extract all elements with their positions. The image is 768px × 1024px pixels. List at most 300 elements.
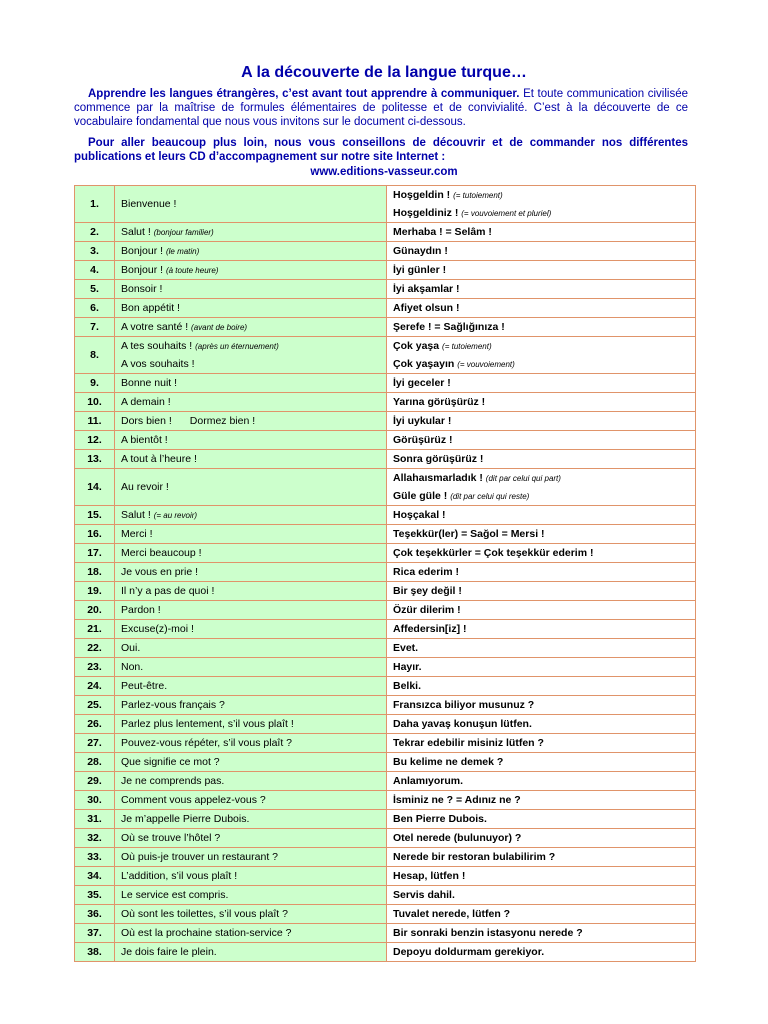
row-number: 2. [75, 223, 115, 242]
turkish-text: Servis dahil. [393, 889, 455, 901]
turkish-note: (= tutoiement) [442, 342, 492, 351]
row-number: 31. [75, 810, 115, 829]
turkish-line [393, 186, 689, 204]
french-phrase [115, 393, 387, 412]
french-text-alt: Dormez bien ! [189, 415, 256, 427]
table-row [75, 620, 696, 639]
turkish-phrase [387, 431, 696, 450]
turkish-line [393, 393, 689, 411]
table-row [75, 848, 696, 867]
turkish-text: Nerede bir restoran bulabilirim ? [393, 851, 556, 863]
turkish-text: Görüşürüz ! [393, 434, 453, 446]
turkish-line [393, 525, 689, 543]
turkish-note: (= tutoiement) [453, 191, 503, 200]
french-text: Salut ! [121, 226, 151, 238]
french-phrase [115, 563, 387, 582]
turkish-text: Hoşçakal ! [393, 509, 446, 521]
row-number: 24. [75, 677, 115, 696]
row-number: 35. [75, 886, 115, 905]
row-number: 12. [75, 431, 115, 450]
french-line [121, 715, 380, 733]
french-line [121, 886, 380, 904]
turkish-line [393, 506, 689, 524]
french-phrase [115, 280, 387, 299]
turkish-text: Sonra görüşürüz ! [393, 453, 484, 465]
turkish-phrase [387, 318, 696, 337]
turkish-phrase [387, 412, 696, 431]
turkish-text: Ben Pierre Dubois. [393, 813, 487, 825]
turkish-phrase [387, 280, 696, 299]
french-phrase [115, 639, 387, 658]
turkish-line [393, 242, 689, 260]
turkish-text: Hoşgeldiniz ! [393, 207, 459, 219]
french-text: Dors bien ! [121, 415, 172, 427]
french-line [121, 506, 380, 524]
row-number: 7. [75, 318, 115, 337]
website-link[interactable]: www.editions-vasseur.com [310, 166, 458, 178]
turkish-phrase [387, 810, 696, 829]
intro-lead: Apprendre les langues étrangères, c’est avant tout apprendre à communiquer. [88, 88, 520, 100]
table-row [75, 431, 696, 450]
french-line [121, 431, 380, 449]
turkish-note: (dit par celui qui reste) [450, 492, 530, 501]
french-text: Excuse(z)-moi ! [121, 623, 194, 635]
french-line [121, 450, 380, 468]
row-number: 1. [75, 186, 115, 223]
french-line [121, 620, 380, 638]
intro-paragraph [74, 87, 688, 129]
table-row [75, 393, 696, 412]
french-line [121, 280, 380, 298]
french-phrase [115, 886, 387, 905]
turkish-text: Afiyet olsun ! [393, 302, 460, 314]
turkish-text: Çok teşekkürler = Çok teşekkür ederim ! [393, 547, 594, 559]
turkish-line [393, 848, 689, 866]
french-note: (avant de boire) [191, 323, 248, 332]
french-text: Pouvez-vous répéter, s’il vous plaît ? [121, 737, 293, 749]
french-line [121, 261, 380, 279]
turkish-phrase [387, 677, 696, 696]
row-number: 11. [75, 412, 115, 431]
french-note: (à toute heure) [165, 266, 219, 275]
turkish-note: (= vouvoiement et pluriel) [461, 209, 552, 218]
table-row [75, 696, 696, 715]
row-number: 13. [75, 450, 115, 469]
french-text: Je ne comprends pas. [121, 775, 225, 787]
french-text: Non. [121, 661, 144, 673]
turkish-line [393, 772, 689, 790]
french-line [121, 337, 380, 355]
turkish-phrase [387, 374, 696, 393]
turkish-line [393, 696, 689, 714]
french-phrase [115, 223, 387, 242]
french-line [121, 355, 380, 373]
french-phrase [115, 412, 387, 431]
row-number: 14. [75, 469, 115, 506]
turkish-note: (dit par celui qui part) [485, 474, 561, 483]
french-text: Il n’y a pas de quoi ! [121, 585, 215, 597]
turkish-text: Hayır. [393, 661, 422, 673]
french-line [121, 374, 380, 392]
turkish-phrase [387, 658, 696, 677]
table-row [75, 299, 696, 318]
turkish-line [393, 374, 689, 392]
french-text: Je m’appelle Pierre Dubois. [121, 813, 250, 825]
french-line [121, 677, 380, 695]
turkish-text: Hesap, lütfen ! [393, 870, 466, 882]
french-phrase [115, 261, 387, 280]
french-text: Merci ! [121, 528, 153, 540]
french-line [121, 734, 380, 752]
row-number: 23. [75, 658, 115, 677]
turkish-text: Yarına görüşürüz ! [393, 396, 486, 408]
row-number: 3. [75, 242, 115, 261]
turkish-phrase [387, 924, 696, 943]
french-text: Le service est compris. [121, 889, 229, 901]
table-row [75, 867, 696, 886]
row-number: 19. [75, 582, 115, 601]
french-phrase [115, 525, 387, 544]
turkish-text: Bir sonraki benzin istasyonu nerede ? [393, 927, 583, 939]
table-row [75, 186, 696, 223]
table-row [75, 337, 696, 374]
table-row [75, 318, 696, 337]
table-row [75, 601, 696, 620]
french-text: Parlez plus lentement, s’il vous plaît ! [121, 718, 294, 730]
french-line [121, 696, 380, 714]
french-text: Parlez-vous français ? [121, 699, 225, 711]
french-phrase [115, 677, 387, 696]
turkish-line [393, 261, 689, 279]
turkish-phrase [387, 582, 696, 601]
french-phrase [115, 337, 387, 374]
table-row [75, 924, 696, 943]
french-line [121, 829, 380, 847]
row-number: 28. [75, 753, 115, 772]
french-phrase [115, 905, 387, 924]
french-text: Où est la prochaine station-service ? [121, 927, 292, 939]
french-text: Oui. [121, 642, 141, 654]
row-number: 17. [75, 544, 115, 563]
french-line [121, 582, 380, 600]
turkish-note: (= vouvoiement) [457, 360, 515, 369]
french-line [121, 393, 380, 411]
turkish-line [393, 658, 689, 676]
french-line [121, 905, 380, 923]
turkish-phrase [387, 753, 696, 772]
french-phrase [115, 696, 387, 715]
turkish-phrase [387, 223, 696, 242]
turkish-phrase [387, 829, 696, 848]
turkish-phrase [387, 715, 696, 734]
french-line [121, 563, 380, 581]
turkish-line [393, 886, 689, 904]
turkish-line [393, 431, 689, 449]
french-text: Où se trouve l’hôtel ? [121, 832, 221, 844]
french-phrase [115, 867, 387, 886]
french-text: Peut-être. [121, 680, 168, 692]
turkish-text: Bu kelime ne demek ? [393, 756, 504, 768]
turkish-phrase [387, 186, 696, 223]
turkish-line [393, 677, 689, 695]
french-line [121, 639, 380, 657]
turkish-text: Güle güle ! [393, 490, 448, 502]
french-text: Où puis-je trouver un restaurant ? [121, 851, 278, 863]
turkish-line [393, 469, 689, 487]
turkish-line [393, 905, 689, 923]
turkish-phrase [387, 525, 696, 544]
turkish-text: Çok yaşayın [393, 358, 455, 370]
french-phrase [115, 582, 387, 601]
row-number: 15. [75, 506, 115, 525]
table-row [75, 450, 696, 469]
french-line [121, 772, 380, 790]
french-line [121, 810, 380, 828]
table-row [75, 772, 696, 791]
turkish-phrase [387, 772, 696, 791]
french-text: Bienvenue ! [121, 198, 177, 210]
turkish-text: İyi akşamlar ! [393, 283, 460, 295]
turkish-line [393, 355, 689, 373]
turkish-phrase [387, 242, 696, 261]
french-phrase [115, 299, 387, 318]
turkish-text: Günaydın ! [393, 245, 448, 257]
turkish-text: Şerefe ! = Sağlığınıza ! [393, 321, 505, 333]
turkish-phrase [387, 450, 696, 469]
french-line [121, 195, 380, 213]
french-text: Je dois faire le plein. [121, 946, 217, 958]
turkish-phrase [387, 544, 696, 563]
turkish-phrase [387, 337, 696, 374]
phrase-table [74, 185, 696, 962]
table-row [75, 715, 696, 734]
french-text: Bon appétit ! [121, 302, 180, 314]
french-line [121, 658, 380, 676]
french-phrase [115, 943, 387, 962]
table-row [75, 658, 696, 677]
french-phrase [115, 431, 387, 450]
row-number: 22. [75, 639, 115, 658]
turkish-line [393, 450, 689, 468]
french-text: Où sont les toilettes, s’il vous plaît ? [121, 908, 288, 920]
turkish-text: Hoşgeldin ! [393, 189, 451, 201]
row-number: 34. [75, 867, 115, 886]
table-row [75, 525, 696, 544]
table-row [75, 791, 696, 810]
turkish-phrase [387, 943, 696, 962]
french-text: Au revoir ! [121, 481, 169, 493]
row-number: 27. [75, 734, 115, 753]
table-row [75, 374, 696, 393]
turkish-text: İsminiz ne ? = Adınız ne ? [393, 794, 521, 806]
table-row [75, 280, 696, 299]
turkish-line [393, 639, 689, 657]
french-text: A votre santé ! [121, 321, 189, 333]
row-number: 37. [75, 924, 115, 943]
table-row [75, 810, 696, 829]
french-line [121, 544, 380, 562]
table-row [75, 223, 696, 242]
french-phrase [115, 469, 387, 506]
french-text: Bonjour ! [121, 245, 164, 257]
french-line [121, 867, 380, 885]
table-row [75, 469, 696, 506]
turkish-phrase [387, 639, 696, 658]
french-text: L’addition, s’il vous plaît ! [121, 870, 238, 882]
table-row [75, 639, 696, 658]
turkish-line [393, 582, 689, 600]
intro2-text: Pour aller beaucoup plus loin, nous vous conseillons de découvrir et de commander nos différentes publications et leurs CD d’accompagnement sur notre site Internet : [74, 137, 688, 163]
turkish-text: Evet. [393, 642, 419, 654]
turkish-text: Özür dilerim ! [393, 604, 461, 616]
table-row [75, 943, 696, 962]
turkish-text: Bir şey değil ! [393, 585, 462, 597]
row-number: 10. [75, 393, 115, 412]
french-text: Pardon ! [121, 604, 161, 616]
table-row [75, 829, 696, 848]
table-row [75, 734, 696, 753]
turkish-text: Belki. [393, 680, 422, 692]
turkish-line [393, 204, 689, 222]
french-note: (après un éternuement) [195, 342, 279, 351]
page-title: A la découverte de la langue turque… [241, 64, 527, 81]
turkish-text: Daha yavaş konuşun lütfen. [393, 718, 532, 730]
turkish-line [393, 734, 689, 752]
turkish-line [393, 318, 689, 336]
french-phrase [115, 450, 387, 469]
turkish-phrase [387, 734, 696, 753]
french-line [121, 943, 380, 961]
french-note: (le matin) [165, 247, 200, 256]
french-line [121, 791, 380, 809]
turkish-line [393, 810, 689, 828]
turkish-text: Depoyu doldurmam gerekiyor. [393, 946, 545, 958]
french-line [121, 848, 380, 866]
row-number: 18. [75, 563, 115, 582]
table-row [75, 582, 696, 601]
turkish-line [393, 487, 689, 505]
table-row [75, 261, 696, 280]
french-line [121, 223, 380, 241]
turkish-line [393, 943, 689, 961]
french-line [121, 601, 380, 619]
turkish-line [393, 867, 689, 885]
turkish-text: Merhaba ! = Selâm ! [393, 226, 492, 238]
french-text: A tes souhaits ! [121, 340, 193, 352]
french-phrase [115, 924, 387, 943]
french-phrase [115, 620, 387, 639]
french-phrase [115, 810, 387, 829]
turkish-phrase [387, 848, 696, 867]
turkish-phrase [387, 469, 696, 506]
french-note: (= au revoir) [153, 511, 198, 520]
row-number: 9. [75, 374, 115, 393]
turkish-line [393, 753, 689, 771]
turkish-text: Otel nerede (bulunuyor) ? [393, 832, 522, 844]
french-line [121, 753, 380, 771]
french-text: Bonne nuit ! [121, 377, 178, 389]
french-phrase [115, 318, 387, 337]
turkish-text: İyi geceler ! [393, 377, 451, 389]
turkish-line [393, 337, 689, 355]
turkish-line [393, 715, 689, 733]
french-line [121, 299, 380, 317]
turkish-text: Affedersin[iz] ! [393, 623, 467, 635]
turkish-line [393, 280, 689, 298]
french-phrase [115, 734, 387, 753]
french-line [121, 412, 380, 430]
turkish-line [393, 563, 689, 581]
row-number: 4. [75, 261, 115, 280]
french-text: A tout à l’heure ! [121, 453, 197, 465]
turkish-phrase [387, 791, 696, 810]
row-number: 30. [75, 791, 115, 810]
turkish-text: Teşekkür(ler) = Sağol = Mersi ! [393, 528, 545, 540]
row-number: 8. [75, 337, 115, 374]
turkish-text: Tuvalet nerede, lütfen ? [393, 908, 511, 920]
french-text: Merci beaucoup ! [121, 547, 202, 559]
french-phrase [115, 186, 387, 223]
turkish-text: Anlamıyorum. [393, 775, 464, 787]
french-text: Bonjour ! [121, 264, 164, 276]
turkish-phrase [387, 506, 696, 525]
french-note: (bonjour familier) [153, 228, 214, 237]
table-row [75, 753, 696, 772]
turkish-text: Allahaısmarladık ! [393, 472, 483, 484]
turkish-phrase [387, 299, 696, 318]
french-phrase [115, 753, 387, 772]
turkish-line [393, 924, 689, 942]
french-phrase [115, 829, 387, 848]
row-number: 36. [75, 905, 115, 924]
table-row [75, 905, 696, 924]
row-number: 20. [75, 601, 115, 620]
turkish-line [393, 412, 689, 430]
french-text: Bonsoir ! [121, 283, 163, 295]
row-number: 6. [75, 299, 115, 318]
turkish-phrase [387, 563, 696, 582]
table-row [75, 563, 696, 582]
turkish-line [393, 620, 689, 638]
row-number: 5. [75, 280, 115, 299]
table-row [75, 544, 696, 563]
french-phrase [115, 601, 387, 620]
row-number: 29. [75, 772, 115, 791]
turkish-line [393, 601, 689, 619]
turkish-text: Çok yaşa [393, 340, 440, 352]
turkish-phrase [387, 867, 696, 886]
french-line [121, 525, 380, 543]
turkish-phrase [387, 261, 696, 280]
french-line [121, 478, 380, 496]
row-number: 26. [75, 715, 115, 734]
turkish-phrase [387, 620, 696, 639]
row-number: 33. [75, 848, 115, 867]
table-row [75, 886, 696, 905]
table-row [75, 506, 696, 525]
turkish-phrase [387, 393, 696, 412]
turkish-text: İyi günler ! [393, 264, 447, 276]
french-phrase [115, 791, 387, 810]
table-row [75, 677, 696, 696]
turkish-phrase [387, 696, 696, 715]
french-text: Salut ! [121, 509, 151, 521]
french-text: Comment vous appelez-vous ? [121, 794, 266, 806]
french-line [121, 924, 380, 942]
row-number: 21. [75, 620, 115, 639]
french-phrase [115, 506, 387, 525]
french-phrase [115, 772, 387, 791]
